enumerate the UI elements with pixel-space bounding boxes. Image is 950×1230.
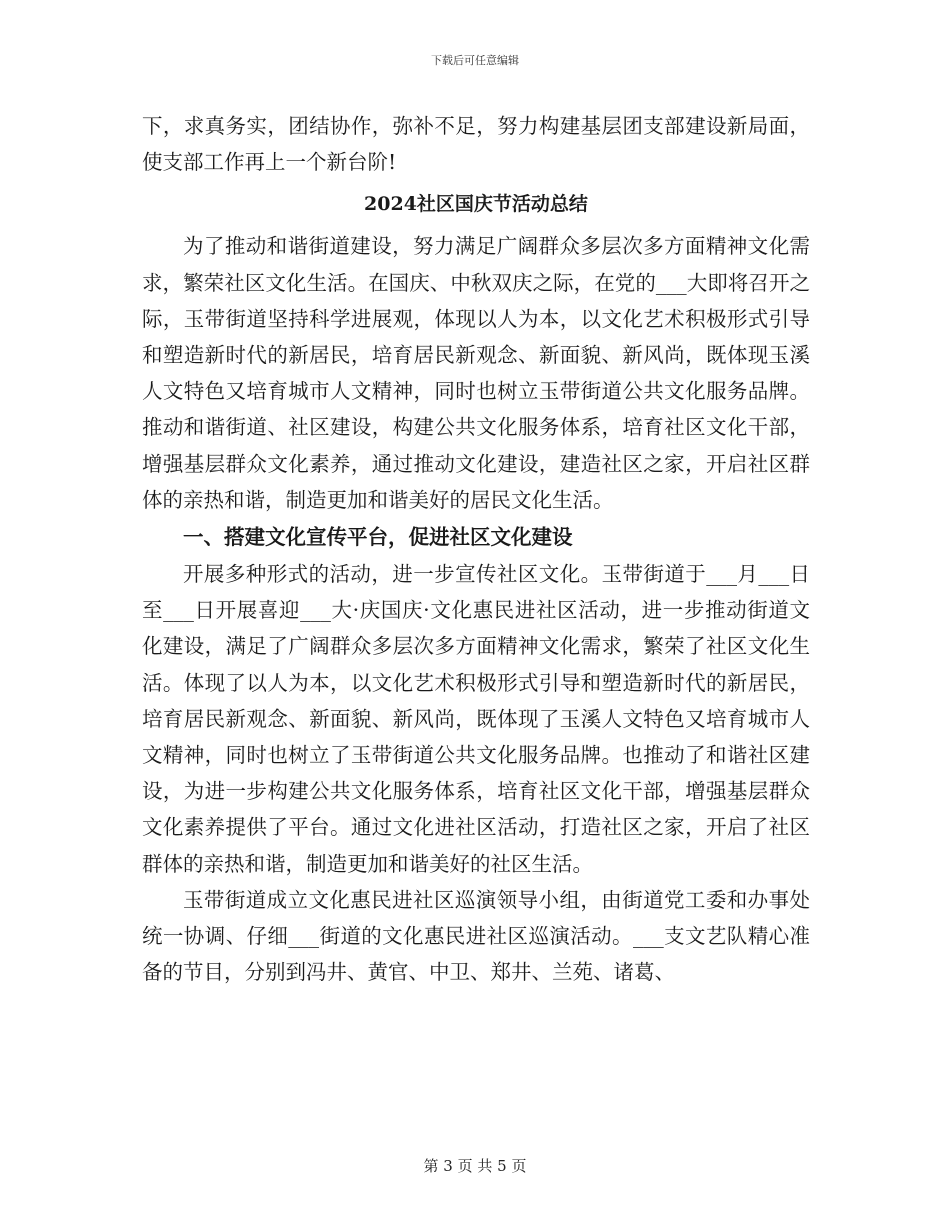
section-heading-1: 一、搭建文化宣传平台，促进社区文化建设 bbox=[183, 525, 573, 550]
document-title: 2024社区国庆节活动总结 bbox=[364, 193, 588, 216]
paragraph-section-1: 开展多种形式的活动，进一步宣传社区文化。玉带街道于___月___日至___日开展喜迎___大·庆国庆·文化惠民进社区活动，进一步推动街道文化建设，满足了广阔群众多层次多方面精神文化需求，繁荣了社区文化生活。体现了以人为本，以文化艺术积极形式引导和塑造新时代的新居民，培育居民新观念、新面貌、新风尚，既体现了玉溪人文特色又培育城市人文精神，同时也树立了玉带街道公共文化服务品牌。也推动了和谐社区建设，为进一步构建公共文化服务体系，培育社区文化干部，增强基层群众文化素养提供了平台。通过文化进社区活动，打造社区之家，开启了社区群体的亲热和谐，制造更加和谐美好的社区生活。 bbox=[142, 562, 810, 876]
paragraph-tour: 玉带街道成立文化惠民进社区巡演领导小组，由街道党工委和办事处统一协调、仔细___街道的文化惠民进社区巡演活动。___支文艺队精心准备的节目，分别到冯井、黄官、中卫、郑井、兰苑、诸葛、 bbox=[142, 887, 810, 985]
paragraph-intro: 为了推动和谐街道建设，努力满足广阔群众多层次多方面精神文化需求，繁荣社区文化生活。在国庆、中秋双庆之际，在党的___大即将召开之际，玉带街道坚持科学进展观，体现以人为本，以文化艺术积极形式引导和塑造新时代的新居民，培育居民新观念、新面貌、新风尚，既体现玉溪人文特色又培育城市人文精神，同时也树立玉带街道公共文化服务品牌。推动和谐街道、社区建设，构建公共文化服务体系，培育社区文化干部，增强基层群众文化素养，通过推动文化建设，建造社区之家，开启社区群体的亲热和谐，制造更加和谐美好的居民文化生活。 bbox=[142, 234, 810, 512]
document-body bbox=[142, 108, 810, 990]
page-indicator: 第 3 页 共 5 页 bbox=[423, 1157, 527, 1175]
header-note: 下载后可任意编辑 bbox=[431, 54, 519, 67]
lead-paragraph: 下，求真务实，团结协作，弥补不足，努力构建基层团支部建设新局面，使支部工作再上一个新台阶! bbox=[142, 114, 810, 175]
